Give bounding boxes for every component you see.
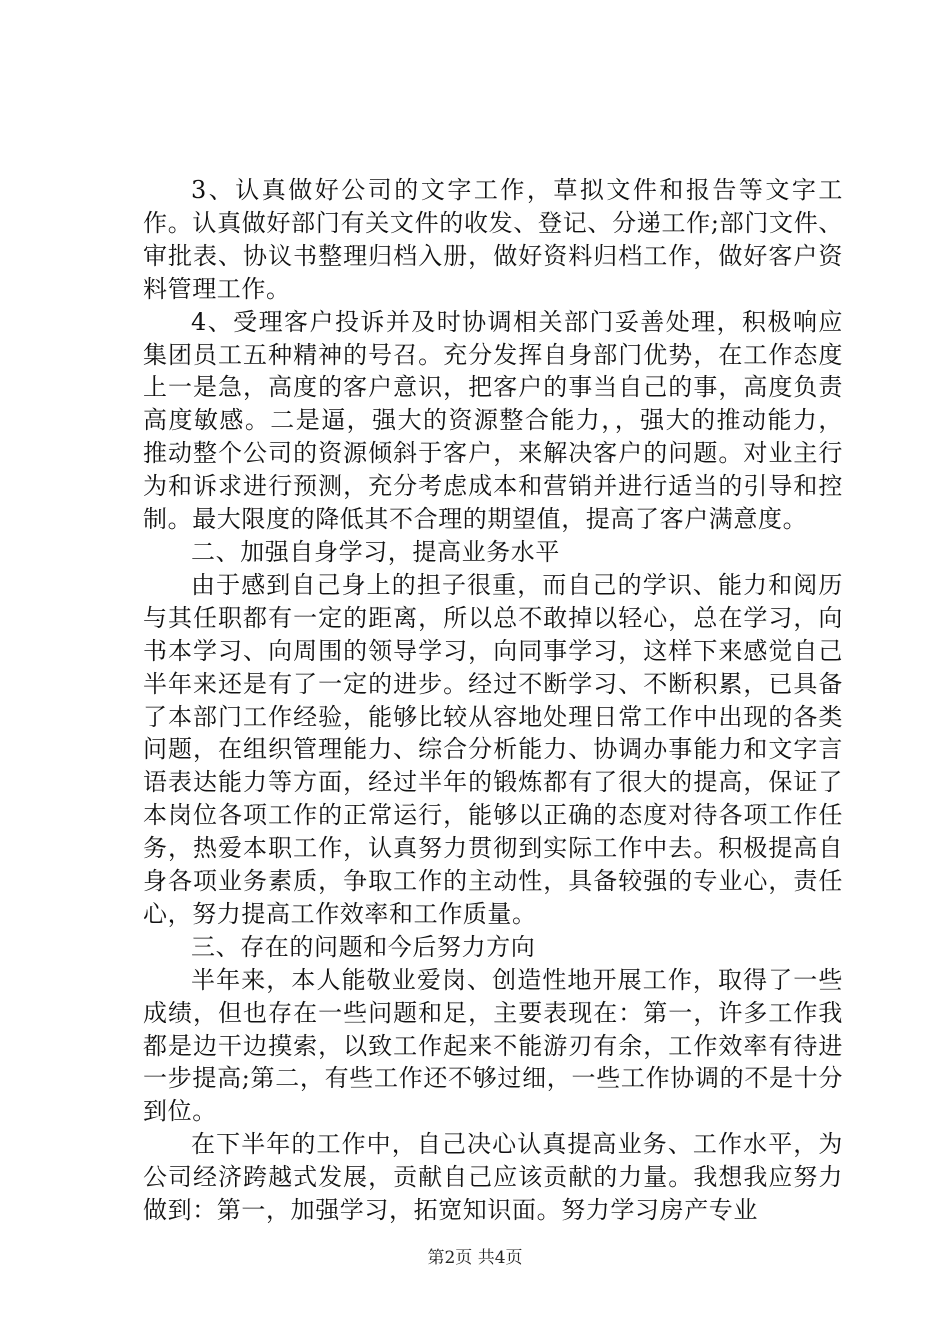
paragraph-item-4: 4、受理客户投诉并及时协调相关部门妥善处理，积极响应集团员工五种精神的号召。充分发挥自身部门优势，在工作态度上一是急，高度的客户意识，把客户的事当自己的事，高度负责高度敏感。二是逼，强大的资源整合能力，，强大的推动能力，推动整个公司的资源倾斜于客户，来解决客户的问题。对业主行为和诉求进行预测，充分考虑成本和营销并进行适当的引导和控制。最大限度的降低其不合理的期望值，提高了客户满意度。 (143, 307, 843, 534)
paragraph-plans: 在下半年的工作中，自己决心认真提高业务、工作水平，为公司经济跨越式发展，贡献自己应该贡献的力量。我想我应努力做到：第一，加强学习，拓宽知识面。努力学习房产专业 (143, 1130, 843, 1225)
page-number-footer: 第2页 共4页 (427, 1248, 523, 1268)
paragraph-problems: 半年来，本人能敬业爱岗、创造性地开展工作，取得了一些成绩，但也存在一些问题和足，主要表现在：第一，许多工作我都是边干边摸索，以致工作起来不能游刃有余，工作效率有待进一步提高;第二，有些工作还不够过细，一些工作协调的不是十分到位。 (143, 965, 843, 1126)
document-body (143, 174, 843, 1227)
paragraph-study: 由于感到自己身上的担子很重，而自己的学识、能力和阅历与其任职都有一定的距离，所以总不敢掉以轻心，总在学习，向书本学习、向周围的领导学习，向同事学习，这样下来感觉自己半年来还是有了一定的进步。经过不断学习、不断积累，已具备了本部门工作经验，能够比较从容地处理日常工作中出现的各类问题，在组织管理能力、综合分析能力、协调办事能力和文字言语表达能力等方面，经过半年的锻炼都有了很大的提高，保证了本岗位各项工作的正常运行，能够以正确的态度对待各项工作任务，热爱本职工作，认真努力贯彻到实际工作中去。积极提高自身各项业务素质，争取工作的主动性，具备较强的专业心，责任心，努力提高工作效率和工作质量。 (143, 570, 843, 928)
section-heading-study: 二、加强自身学习，提高业务水平 (191, 537, 560, 566)
paragraph-item-3: 3、认真做好公司的文字工作，草拟文件和报告等文字工作。认真做好部门有关文件的收发、登记、分递工作;部门文件、审批表、协议书整理归档入册，做好资料归档工作，做好客户资料管理工作。 (143, 176, 843, 303)
section-heading-problems: 三、存在的问题和今后努力方向 (191, 932, 536, 961)
